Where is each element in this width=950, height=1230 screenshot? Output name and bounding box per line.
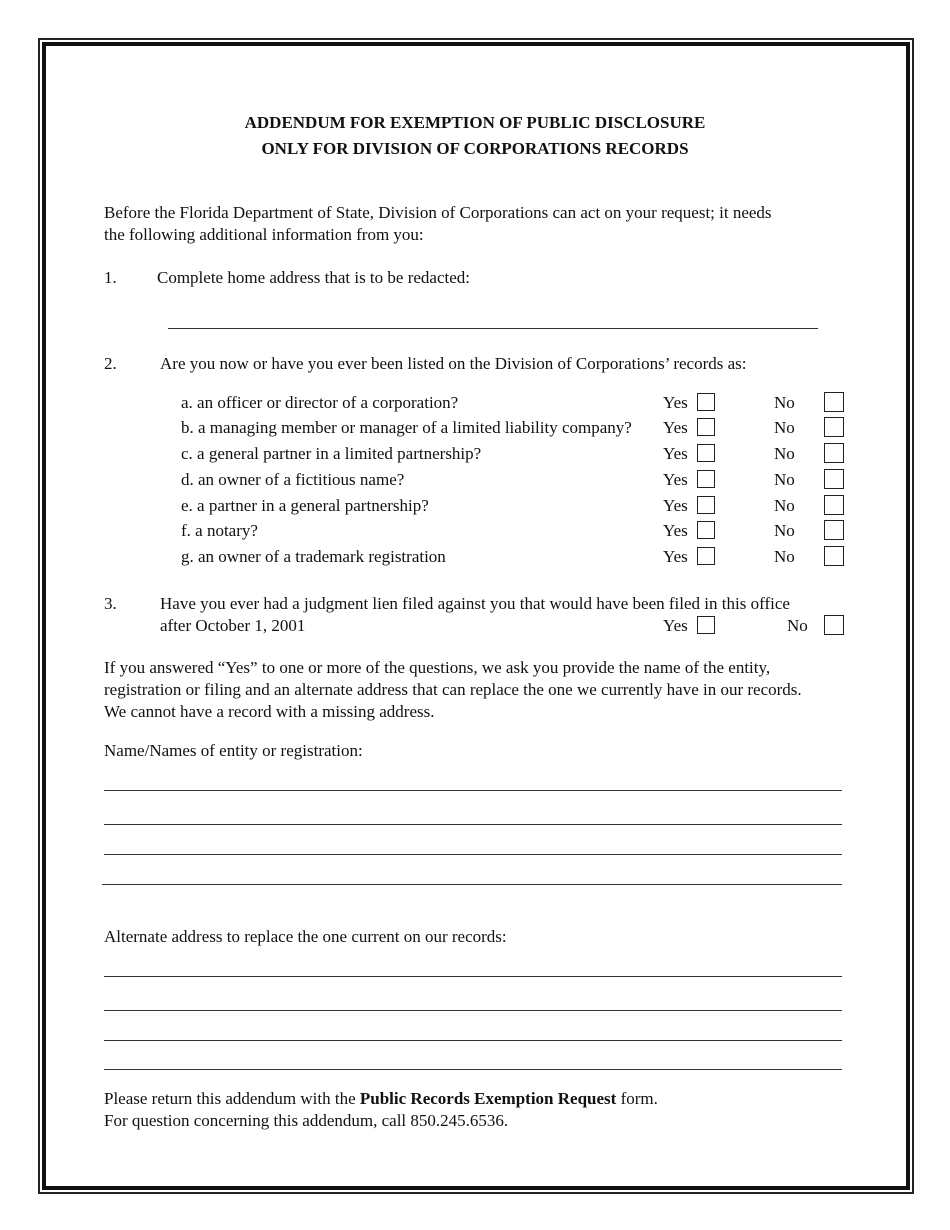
q2-item-e-no-label: No	[774, 496, 795, 515]
q2-number: 2.	[104, 354, 117, 373]
q2-item-f-yes-label: Yes	[663, 521, 688, 540]
q2-item-f-no-label: No	[774, 521, 795, 540]
q2-item-a-no-label: No	[774, 393, 795, 412]
q1-number: 1.	[104, 268, 117, 287]
q2-item-g-no-checkbox[interactable]	[824, 546, 844, 566]
q2-item-e-yes-checkbox[interactable]	[697, 496, 715, 514]
q2-item-f-yes-checkbox[interactable]	[697, 521, 715, 539]
intro-line2: the following additional information from you:	[104, 225, 424, 244]
footer-line2: For question concerning this addendum, call 850.245.6536.	[104, 1111, 509, 1130]
q2-item-d-no-label: No	[774, 470, 795, 489]
q2-item-a-yes-checkbox[interactable]	[697, 393, 715, 411]
entity-name-line-3[interactable]	[104, 854, 842, 855]
q3-no-checkbox[interactable]	[824, 615, 844, 635]
q1-text: Complete home address that is to be redacted:	[157, 268, 470, 287]
q2-item-f-no-checkbox[interactable]	[824, 520, 844, 540]
entity-name-label: Name/Names of entity or registration:	[104, 741, 363, 760]
q2-item-d-yes-checkbox[interactable]	[697, 470, 715, 488]
q2-item-b-no-checkbox[interactable]	[824, 417, 844, 437]
q2-item-b-no-label: No	[774, 418, 795, 437]
q2-item-c-no-label: No	[774, 444, 795, 463]
q2-item-g-yes-checkbox[interactable]	[697, 547, 715, 565]
alt-address-label: Alternate address to replace the one current on our records:	[104, 927, 507, 946]
alt-address-line-4[interactable]	[104, 1069, 842, 1070]
entity-name-line-4[interactable]	[102, 884, 842, 885]
entity-name-line-1[interactable]	[104, 790, 842, 791]
footer-line1	[104, 1088, 658, 1110]
q2-item-c-no-checkbox[interactable]	[824, 443, 844, 463]
q2-item-d-label: d. an owner of a fictitious name?	[181, 470, 405, 489]
q2-item-e-label: e. a partner in a general partnership?	[181, 496, 429, 515]
explain-line1: If you answered “Yes” to one or more of the questions, we ask you provide the name of the entity,	[104, 658, 771, 677]
q2-item-b-yes-checkbox[interactable]	[697, 418, 715, 436]
q2-item-d-no-checkbox[interactable]	[824, 469, 844, 489]
q2-item-d-yes-label: Yes	[663, 470, 688, 489]
q2-item-g-yes-label: Yes	[663, 547, 688, 566]
q2-item-c-yes-checkbox[interactable]	[697, 444, 715, 462]
q2-item-a-no-checkbox[interactable]	[824, 392, 844, 412]
q2-item-b-yes-label: Yes	[663, 418, 688, 437]
alt-address-line-3[interactable]	[104, 1040, 842, 1041]
q3-text-line1: Have you ever had a judgment lien filed against you that would have been filed in this office	[160, 594, 790, 613]
q2-item-e-no-checkbox[interactable]	[824, 495, 844, 515]
footer-line1-post: form.	[616, 1089, 658, 1108]
q2-item-g-label: g. an owner of a trademark registration	[181, 547, 446, 566]
footer-line1-pre: Please return this addendum with the	[104, 1089, 360, 1108]
q3-text-line2: after October 1, 2001	[160, 616, 306, 635]
form-title-line2: ONLY FOR DIVISION OF CORPORATIONS RECORDS	[261, 139, 689, 158]
alt-address-line-1[interactable]	[104, 976, 842, 977]
q2-item-a-label: a. an officer or director of a corporation?	[181, 393, 459, 412]
q3-no-label: No	[787, 616, 808, 635]
q2-item-a-yes-label: Yes	[663, 393, 688, 412]
q2-item-g-no-label: No	[774, 547, 795, 566]
q2-item-b-label: b. a managing member or manager of a limited liability company?	[181, 418, 632, 437]
form-title-line1: ADDENDUM FOR EXEMPTION OF PUBLIC DISCLOSURE	[244, 113, 706, 132]
explain-line3: We cannot have a record with a missing address.	[104, 702, 435, 721]
entity-name-line-2[interactable]	[104, 824, 842, 825]
q2-item-c-yes-label: Yes	[663, 444, 688, 463]
q3-yes-checkbox[interactable]	[697, 616, 715, 634]
q2-item-c-label: c. a general partner in a limited partnership?	[181, 444, 482, 463]
q3-number: 3.	[104, 594, 117, 613]
q2-text: Are you now or have you ever been listed on the Division of Corporations’ records as:	[160, 354, 747, 373]
explain-line2: registration or filing and an alternate address that can replace the one we currently have in our records.	[104, 680, 802, 699]
q3-yes-label: Yes	[663, 616, 688, 635]
footer-form-name: Public Records Exemption Request	[359, 1089, 617, 1108]
home-address-input-line[interactable]	[168, 328, 818, 329]
q2-item-f-label: f. a notary?	[181, 521, 258, 540]
intro-line1: Before the Florida Department of State, Division of Corporations can act on your request; it needs	[104, 203, 772, 222]
alt-address-line-2[interactable]	[104, 1010, 842, 1011]
q2-item-e-yes-label: Yes	[663, 496, 688, 515]
